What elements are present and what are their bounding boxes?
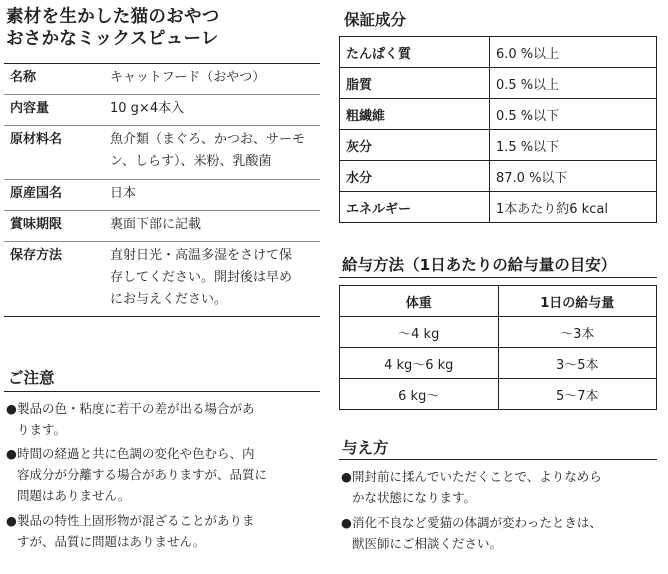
guarantee-heading: 保証成分 [344,11,407,29]
table-row [340,161,657,192]
guarantee-label: 脂質 [340,68,490,99]
weight-cell: 〜4 kg [340,317,499,348]
spec-label: 賞味期限 [10,217,63,232]
bullet-icon: ● [341,469,352,484]
howto-text: 開封前に揉んでいただくことで、よりなめら [352,469,602,484]
bullet-icon: ● [6,513,17,528]
table-row [340,379,657,410]
table-row [340,37,657,68]
spec-divider [4,125,320,126]
howto-text: 獣医師にご相談ください。 [352,536,503,551]
guarantee-label: たんぱく質 [340,37,490,68]
howto-item [341,512,667,554]
amount-cell: 〜3本 [498,317,657,348]
product-title [6,6,326,50]
spec-bottom-rule [4,316,320,317]
table-row [340,192,657,223]
amount-cell: 3〜5本 [498,348,657,379]
column-header-amount: 1日の給与量 [498,286,657,317]
caution-item [6,398,332,440]
spec-label: 内容量 [10,101,50,116]
table-row [340,130,657,161]
guarantee-value: 87.0 %以下 [490,161,657,192]
table-header-row [340,286,657,317]
caution-text: 製品の特性上固形物が混ざることがありま [17,513,255,528]
spec-value: 10 g×4本入 [110,101,185,116]
spec-value: 日本 [110,186,137,201]
caution-rule [4,391,320,392]
spec-top-rule [4,63,320,64]
guarantee-value: 0.5 %以下 [490,99,657,130]
table-row [340,348,657,379]
guarantee-value: 1.5 %以下 [490,130,657,161]
bullet-icon: ● [6,401,17,416]
spec-divider [4,241,320,242]
guarantee-table [339,36,657,223]
howto-text: 消化不良など愛猫の体調が変わったときは、 [352,515,602,530]
spec-label: 保存方法 [10,248,63,263]
howto-heading: 与え方 [342,439,389,457]
spec-value: 裏面下部に記載 [110,217,202,232]
table-row [340,68,657,99]
caution-text: 時間の経過と共に色調の変化や色むら、内 [17,446,255,461]
caution-text: 製品の色・粘度に若干の差が出る場合があ [17,401,255,416]
guarantee-value: 6.0 %以上 [490,37,657,68]
feeding-heading: 給与方法（1日あたりの給与量の目安） [342,256,617,274]
weight-cell: 4 kg〜6 kg [340,348,499,379]
spec-value: 存してください。開封後は早め [110,270,293,285]
table-row [340,317,657,348]
spec-divider [4,179,320,180]
caution-item [6,510,332,552]
guarantee-value: 0.5 %以上 [490,68,657,99]
guarantee-value: 1本あたり約6 kcal [490,192,657,223]
howto-rule [339,459,657,460]
guarantee-label: 灰分 [340,130,490,161]
caution-text: すが、品質に問題はありません。 [17,534,206,549]
spec-label: 原産国名 [10,186,63,201]
spec-value: にお与えください。 [110,292,228,307]
feeding-rule [339,277,657,278]
amount-cell: 5〜7本 [498,379,657,410]
feeding-table [339,285,657,410]
column-header-weight: 体重 [340,286,499,317]
guarantee-label: エネルギー [340,192,490,223]
howto-item [341,466,667,508]
caution-heading: ご注意 [8,369,55,387]
guarantee-label: 水分 [340,161,490,192]
spec-divider [4,210,320,211]
spec-value: キャットフード（おやつ） [110,70,266,85]
spec-value: 魚介類（まぐろ、かつお、サーモ [110,132,306,147]
spec-label: 名称 [10,70,37,85]
spec-value: ン、しらす）、米粉、乳酸菌 [110,154,272,169]
caution-item [6,443,332,506]
product-title-line2: おさかなミックスピューレ [6,29,219,49]
caution-text: 問題はありません。 [17,488,131,503]
caution-text: 容成分が分離する場合がありますが、品質に [17,467,268,482]
caution-text: ります。 [17,422,67,437]
spec-divider [4,94,320,95]
bullet-icon: ● [341,515,352,530]
spec-label: 原材料名 [10,132,63,147]
product-title-line1: 素材を生かした猫のおやつ [6,7,220,27]
weight-cell: 6 kg〜 [340,379,499,410]
table-row [340,99,657,130]
guarantee-label: 粗繊維 [340,99,490,130]
howto-text: かな状態になります。 [352,490,477,505]
bullet-icon: ● [6,446,17,461]
spec-value: 直射日光・高温多湿をさけて保 [110,248,293,263]
